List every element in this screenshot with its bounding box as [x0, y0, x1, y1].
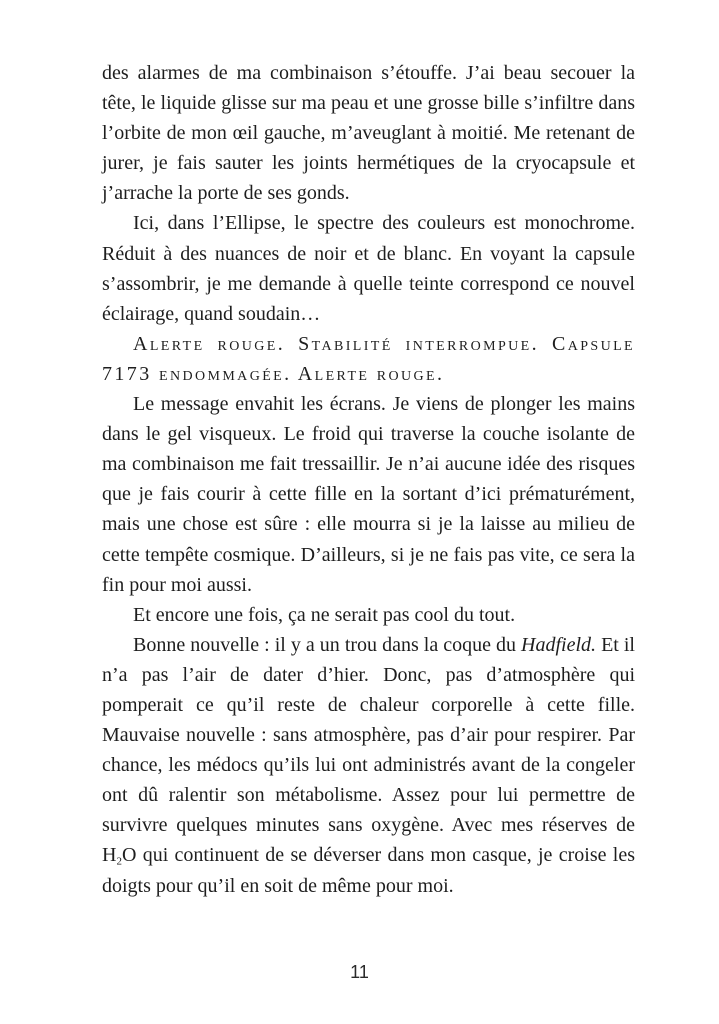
page-number: 11	[350, 962, 369, 982]
page-body	[102, 58, 635, 901]
paragraph-text: O qui continuent de se déverser dans mon casque, je croise les doigts pour qu’il en soit de même pour moi.	[102, 844, 635, 897]
paragraph-text: Bonne nouvelle : il y a un trou dans la coque du	[133, 633, 517, 656]
paragraph-text: Et il n’a pas l’air de dater d’hier. Donc, pas d’atmosphère qui pomperait ce qu’il reste de chaleur corporelle à cette fille. Mauvaise nouvelle : sans atmosphère, pas d’air pour respirer. Par chance, les médocs qu’ils lui ont administrés avant de la congeler ont dû ralentir son métabolisme. Assez pour lui permettre de survivre quelques minutes sans oxygène. Avec mes réserves de H	[102, 633, 635, 867]
paragraph: des alarmes de ma combinaison s’étouffe. J’ai beau secouer la tête, le liquide glisse sur ma peau et une grosse bille s’infiltre dans l’orbite de mon œil gauche, m’aveuglant à moitié. Me retenant de jurer, je fais sauter les joints hermétiques de la cryocapsule et j’arrache la porte de ses gonds.	[102, 62, 635, 205]
paragraph: Le message envahit les écrans. Je viens de plonger les mains dans le gel visqueux. Le froid qui traverse la couche isolante de ma combinaison me fait tressaillir. Je n’ai aucune idée des risques que je fais courir à cette fille en la sortant d’ici prématurément, mais une chose est sûre : elle mourra si je la laisse au milieu de cette tempête cosmique. D’ailleurs, si je ne fais pas vite, ce sera la fin pour moi aussi.	[102, 393, 635, 596]
alert-message: Alerte rouge. Stabilité interrompue. Capsule 7173 endommagée. Alerte rouge.	[102, 332, 635, 385]
paragraph	[102, 630, 635, 901]
subscript: 2	[116, 855, 122, 868]
paragraph: Ici, dans l’Ellipse, le spectre des couleurs est monochrome. Réduit à des nuances de noir et de blanc. En voyant la capsule s’assombrir, je me demande à quelle teinte correspond ce nouvel éclairage, quand soudain…	[102, 212, 635, 325]
paragraph: Et encore une fois, ça ne serait pas cool du tout.	[133, 603, 516, 626]
ship-name: Hadfield.	[521, 633, 597, 656]
